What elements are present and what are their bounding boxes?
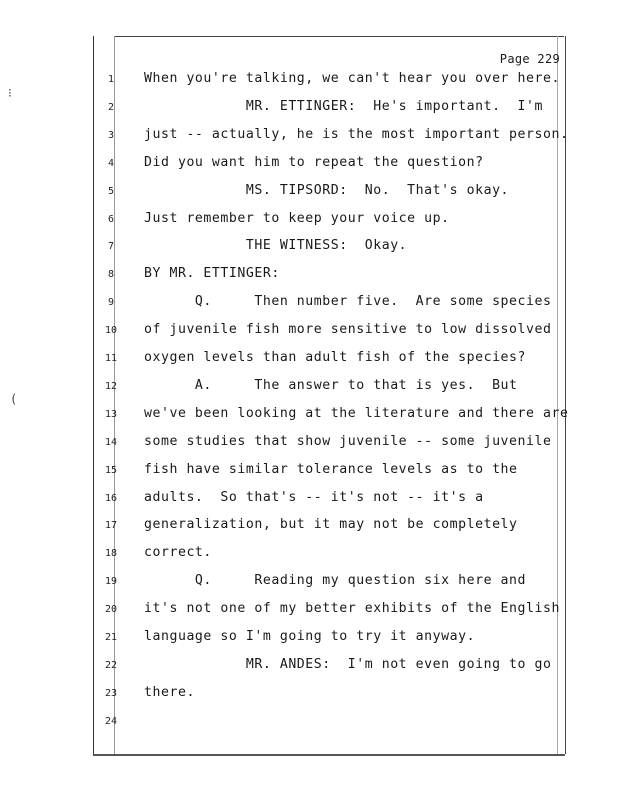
line-number: 4 (107, 157, 115, 169)
transcript-line (96, 237, 558, 257)
line-number: 18 (104, 548, 118, 560)
line-number: 2 (107, 101, 115, 113)
line-text: correct. (144, 545, 212, 561)
line-text: Did you want him to repeat the question? (144, 154, 484, 170)
transcript-line (96, 656, 558, 676)
transcript-line (96, 516, 558, 536)
line-text: of juvenile fish more sensitive to low dissolved (144, 322, 552, 338)
line-number: 5 (107, 185, 115, 197)
transcript-line (96, 544, 558, 564)
line-number: 10 (104, 325, 118, 337)
line-text: adults. So that's -- it's not -- it's a (144, 489, 484, 505)
line-text: some studies that show juvenile -- some juvenile (144, 433, 552, 449)
transcript-line (96, 210, 558, 230)
line-text: MS. TIPSORD: No. That's okay. (144, 182, 510, 198)
transcript-line (96, 628, 558, 648)
line-text: Just remember to keep your voice up. (144, 210, 450, 226)
transcript-line (96, 489, 558, 509)
line-number: 20 (104, 604, 118, 616)
line-number: 23 (104, 687, 118, 699)
top-rule (114, 36, 564, 37)
line-text: MR. ANDES: I'm not even going to go (144, 656, 552, 672)
line-number: 21 (104, 632, 118, 643)
scan-mark: ( (10, 392, 18, 406)
line-number: 8 (107, 269, 115, 281)
line-number: 15 (104, 464, 118, 476)
line-text: just -- actually, he is the most important person. (144, 126, 569, 142)
line-number: 1 (107, 74, 115, 85)
transcript-line (96, 600, 558, 620)
line-text: language so I'm going to try it anyway. (144, 629, 476, 644)
transcript-line (96, 126, 569, 146)
transcript-line (96, 461, 558, 481)
line-number: 9 (107, 297, 115, 309)
line-number: 24 (104, 715, 118, 727)
scan-mark: ⁝ (8, 86, 12, 100)
line-number: 16 (104, 492, 118, 504)
line-number: 11 (104, 353, 118, 364)
bottom-rule (93, 754, 565, 756)
line-text: MR. ETTINGER: He's important. I'm (144, 98, 544, 114)
line-number: 6 (107, 213, 115, 225)
line-text: generalization, but it may not be completely (144, 517, 518, 533)
line-text: there. (144, 684, 195, 700)
transcript-line (96, 684, 558, 704)
transcript-line (96, 265, 558, 285)
transcript-line (96, 154, 558, 174)
page-number: Page 229 (499, 52, 560, 66)
line-number: 7 (107, 241, 115, 253)
line-text: A. The answer to that is yes. But (144, 377, 518, 393)
line-number: 22 (104, 659, 118, 671)
line-text: fish have similar tolerance levels as to the (144, 461, 518, 477)
transcript-line (96, 433, 558, 453)
line-text: THE WITNESS: Okay. (144, 238, 408, 254)
line-number: 14 (104, 436, 118, 448)
transcript-line (96, 572, 558, 592)
line-text: When you're talking, we can't hear you over here. (144, 71, 560, 86)
line-text: it's not one of my better exhibits of the English (144, 601, 560, 617)
transcript-line (96, 712, 558, 732)
line-text: Q. Then number five. Are some species (144, 294, 552, 310)
line-number: 19 (104, 576, 118, 588)
line-number: 3 (107, 129, 115, 141)
transcript-line (96, 321, 558, 341)
line-number: 17 (104, 520, 118, 532)
line-text: oxygen levels than adult fish of the species? (144, 350, 527, 365)
line-number: 12 (104, 380, 118, 392)
line-number: 13 (104, 408, 118, 420)
transcript-line (96, 98, 558, 118)
transcript-line (96, 70, 558, 90)
transcript-line (96, 405, 569, 425)
transcript-line (96, 349, 558, 369)
transcript-line (96, 377, 558, 397)
line-text: Q. Reading my question six here and (144, 573, 527, 589)
transcript-line (96, 293, 558, 313)
transcript-line (96, 182, 558, 202)
line-text: we've been looking at the literature and there are (144, 405, 569, 421)
line-text: BY MR. ETTINGER: (144, 266, 280, 282)
